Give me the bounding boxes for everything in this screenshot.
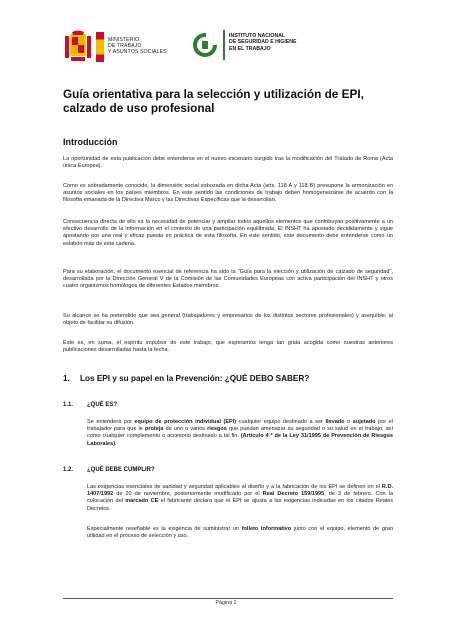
institute-name: INSTITUTO NACIONAL DE SEGURIDAD E HIGIENE EN EL TRABAJO	[229, 33, 297, 52]
ministry-logo	[62, 28, 202, 68]
intro-paragraph: Como es sobradamente conocido, la dimensión social esbozada en dicha Acta (arts. 118 A y 118 B) presupone la armonización en asuntos sociales en los países miembros. En este sentido las condiciones de trabajo deben homogeneizarse de acuerdo con la filosofía emanada de la Directiva Marco y las Directivas Específicas que la desarrollan.	[63, 183, 393, 204]
subsection-1-1-heading: 1.1. ¿QUÉ ES?	[63, 402, 118, 408]
ministry-name: MINISTERIO DE TRABAJO Y ASUNTOS SOCIALES	[108, 37, 167, 56]
insht-logo	[192, 30, 402, 70]
page-number: Página 1	[215, 600, 237, 606]
footer-rule	[63, 598, 393, 599]
document-title: Guía orientativa para la selección y utilización de EPI, calzado de uso profesional	[63, 87, 364, 115]
subsection-1-2-paragraph: Las exigencias esenciales de sanidad y seguridad aplicables al diseño y a la fabricación de los EPI se definen en el R.D. 1407/1992 de 20 de noviembre, posteriormente modificado por el Real Decreto 159/1995, de 3 de febrero. Con la colocación del marcado CE el fabricante declara que el EPI se ajusta a las exigencias indicadas en los citados Reales Decretos.	[87, 484, 393, 512]
insht-divider	[223, 30, 225, 60]
spain-flag-strip	[96, 32, 104, 62]
intro-paragraph: Su alcance se ha pretendido que sea general (trabajadores y empresarios de los distintos sectores profesionales) y asequible, al objeto de facilitar su difusión.	[63, 313, 393, 327]
subsection-1-2-heading: 1.2. ¿QUÉ DEBE CUMPLIR?	[63, 467, 155, 473]
intro-paragraph: Éste es, en suma, el espíritu impulsor de este trabajo, que esperamos tenga tan grata acogida como nuestras anteriores publicaciones desarrolladas hasta la fecha.	[63, 340, 393, 354]
page-header	[62, 28, 402, 68]
subsection-1-1-paragraph: Se entenderá por equipo de protección individual (EPI) cualquier equipo destinado a ser llevado o sujetado por el trabajador para que le proteja de uno o varios riesgos que puedan amenazar su seguridad o su salud en el trabajo, así como cualquier complemento o accesorio destinado a tal fin. (Artículo 4 º de la Ley 31/1995 de Prevención de Riesgos Laborales).	[87, 419, 393, 447]
subsection-1-2-paragraph: Especialmente reseñable es la exigencia de suministrar un folleto informativo junto con el equipo, elemento de gran utilidad en el proceso de selección y uso.	[87, 526, 393, 540]
insht-emblem-icon	[192, 32, 218, 58]
section-1-heading: 1. Los EPI y su papel en la Prevención: ¿QUÉ DEBO SABER?	[63, 374, 310, 383]
intro-paragraph: Para su elaboración, el documento esencial de referencia ha sido la "Guía para la elección y utilización de calzado de seguridad", desarrollada por la Dirección General V de la Comisión de las Comunidades Europeas con activa participación del INSHT y otros cuatro organismos homólogos de diferentes Estados miembros.	[63, 269, 393, 290]
intro-paragraph: La oportunidad de esta publicación debe entenderse en el nuevo escenario surgido tras la modificación del Tratado de Roma (Acta única Europea).	[63, 156, 393, 170]
intro-paragraph: Consecuencia directa de ello es la necesidad de potenciar y ampliar todos aquellos elementos que contribuyan positivamente a un efectivo desarrollo de la información en el contexto de una participación equilibrada. El INSHT ha apostado decididamente y sigue apostando por una real y eficaz puesta en práctica de esta filosofía. En este sentido, este documento debe entenderse como un eslabón más de esta cadena.	[63, 219, 393, 247]
intro-heading: Introducción	[63, 137, 118, 147]
coat-of-arms-icon	[64, 30, 92, 64]
